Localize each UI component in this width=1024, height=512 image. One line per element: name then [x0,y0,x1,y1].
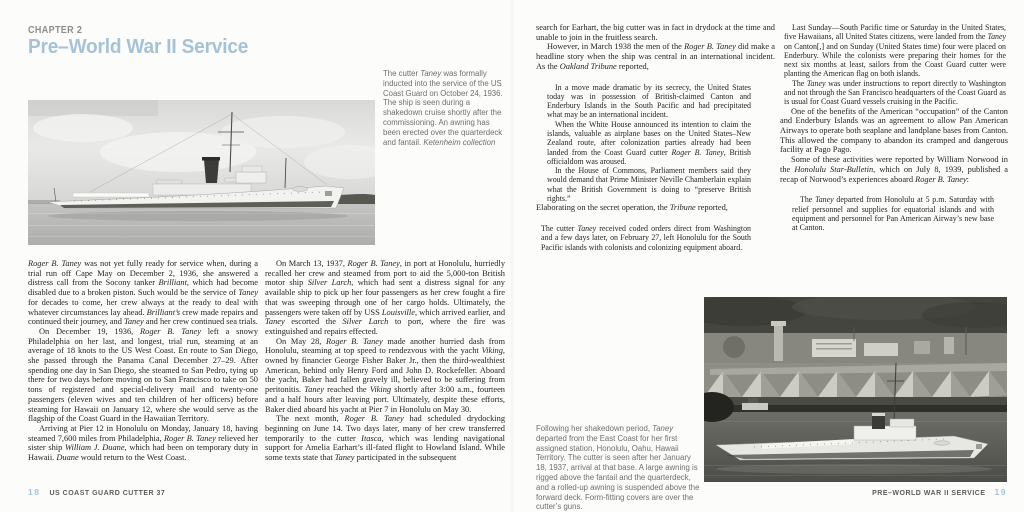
page-number: 19 [994,487,1007,497]
harbor-tower [774,325,783,361]
taney-shakedown-photo [28,100,375,245]
photo-caption-honolulu: Following her shakedown period, Taney departed from the East Coast for her first assigned station, Honolulu, Oahu, Hawaii Territory. The cutter is seen after her January 18, 1937, arrival at that base. A large awning is rigged above the fantail and the quarterdeck, and a rolled-up awning is suspended above the forward deck. Form-fitting covers are over the cutter’s guns. [536,424,700,512]
body-paragraph: Some of these activities were reported by William Norwood in the Honolulu Star-Bulletin, which on July 8, 1939, published a recap of Norwood’s experiences aboard Roger B. Taney: [780,155,1008,184]
body-paragraph: On December 19, 1936, Roger B. Taney left a snowy Philadelphia on her last, and longest, trial run, steaming at an average of 18 knots to the US West Coast. En route to San Diego, she passed through the Panama Canal December 27–29. After spending one day in San Diego, she steamed to San Pedro, tying up there for two days before moving on to San Francisco to take on 50 tons of registered and special-delivery mail and twenty-one passengers (eleven wives and ten children of her officers) before steaming for Hawaii on January 12, where she would serve as the flagship of the Coast Guard in the Hawaiian Territory. [28,326,259,424]
honolulu-arrival-photo [704,297,1007,482]
left-page-column-1 [28,259,258,463]
left-page-column-2 [265,259,505,463]
right-page-footer [872,487,1007,497]
quote-paragraph: The Taney departed from Honolulu at 5 p.m. Saturday with relief personnel and supplies for equatorial islands and with equipment and personnel for Pan American Airway’s new base at Canton. [792,195,994,233]
body-paragraph: However, in March 1938 the men of the Roger B. Taney did make a headline story when the ship was central in an international incident. As the Oakland Tribune reported, [536,42,776,71]
page-spine [510,0,514,512]
body-paragraph: search for Earhart, the big cutter was in fact in drydock at the time and unable to join in the fruitless search. [536,23,775,42]
running-footer-title: PRE–WORLD WAR II SERVICE [872,490,986,497]
left-page-footer [28,487,165,497]
body-paragraph: On May 28, Roger B. Taney made another hurried dash from Honolulu, steaming at top speed to rendezvous with the yacht Viking, owned by financier George Fisher Baker Jr., then the third-wealthiest American, behind only Henry Ford and John D. Rockefeller. Aboard the yacht, Baker had fallen gravely ill, believed to be suffering from peritonitis. Taney reached the Viking shortly after 3:00 a.m., fourteen and a half hours after leaving port. Ultimately, despite these efforts, Baker died aboard his yacht at Pier 7 in Honolulu on May 30. [265,336,505,414]
block-quote [541,224,751,252]
funnel [204,160,219,183]
quote-paragraph: The cutter Taney received coded orders direct from Washington and a few days later, on February 27, left Honolulu for the South Pacific islands with colonists and colonizing equipment aboard. [541,224,751,252]
body-paragraph: On March 13, 1937, Roger B. Taney, in port at Honolulu, hurriedly recalled her crew and steamed from port to aid the 5,000-ton British motor ship Silver Larch, which had sent a distress signal for any available ship to pick up her four passengers as her crew fought a fire that was sweeping through one of her cargo holds. Ultimately, the passengers were taken off by USS Louisville, which arrived earlier, and Taney escorted the Silver Larch to port, where the fire was extinguished and repairs effected. [265,259,506,336]
gas-tank [723,336,745,358]
block-quote [792,195,994,232]
running-footer-title: US COAST GUARD CUTTER 37 [49,490,166,497]
quote-paragraph: In a move made dramatic by its secrecy, the United States today was in possession of British-claimed Canton and Enderbury Islands in the South Pacific and had precipitated what may be an international incident. [547,82,751,120]
body-paragraph: The next month, Roger B. Taney had scheduled drydocking beginning on June 14. Two days later, many of her crew transferred temporarily to the cutter Itasca, which was lending navigational support for Amelia Earhart’s ill-fated flight to Howland Island. While some texts state that Taney participated in the subsequent [265,414,506,463]
block-quote [784,23,1006,107]
quote-paragraph: When the White House announced its intention to claim the islands, valuable as airplane bases on the United States–New Zealand route, after colonization parties already had been landed from the Coast Guard cutter Roger B. Taney, British officialdom was aroused. [547,119,751,166]
block-quote [547,83,751,204]
body-paragraph: One of the benefits of the American “occupation” of the Canton and Enderbury Islands was an agreement to allow Pan American Airways to operate both seaplane and landplane bases from Canton. This allowed the company to abandon its cramped and dangerous facility at Pago Pago. [780,106,1008,155]
right-page-column-2 [780,23,1008,232]
quote-paragraph: Last Sunday—South Pacific time or Saturday in the United States, five Hawaiians, all United States citizens, were landed from the Taney on Canton[,] and on Sunday (United States time) four were placed on Enderbury. While the colonists were preparing their homes for the next six months at least, sailors from the Coast Guard cutter were planting the American flag on both islands. [784,23,1006,79]
quote-paragraph: In the House of Commons, Parliament members said they would demand that Prime Minister Neville Chamberlain explain what the British Government is doing to “preserve British rights.” [547,166,751,204]
body-paragraph: Roger B. Taney was not yet fully ready for service when, during a trial run off Cape May on December 2, 1936, she answered a distress call from the Socony tanker Brilliant, which had become disabled due to a broken piston. Such would be the service of Taney for decades to come, her crew always at the ready to deal with whatever circumstances lay ahead. Brilliant’s crew made repairs and continued their journey, and Taney and her crew continued sea trials. [28,259,259,327]
quote-paragraph: The Taney was under instructions to report directly to Washington and not through the San Francisco headquarters of the Coast Guard as is usual for Coast Guard vessels cruising in the Pacific. [784,78,1006,107]
right-page-column-1 [536,23,775,252]
page-number: 18 [28,487,41,497]
body-paragraph: Elaborating on the secret operation, the Tribune reported, [536,203,728,213]
photo-caption-shakedown: The cutter Taney was formally inducted into the service of the US Coast Guard on October 24, 1936. The ship is seen during a shakedown cruise shortly after the commissioning. An awning has been erected over the quarterdeck and fantail. Ketenheim collection [383,69,503,147]
body-paragraph: Arriving at Pier 12 in Honolulu on Monday, January 18, having steamed 7,600 miles from Philadelphia, Roger B. Taney relieved her sister ship William J. Duane, which had been on temporary duty in Hawaii. Duane would return to the West Coast. [28,423,258,463]
chapter-title: Pre–World War II Service [28,35,249,58]
chapter-label: CHAPTER 2 [28,25,83,36]
